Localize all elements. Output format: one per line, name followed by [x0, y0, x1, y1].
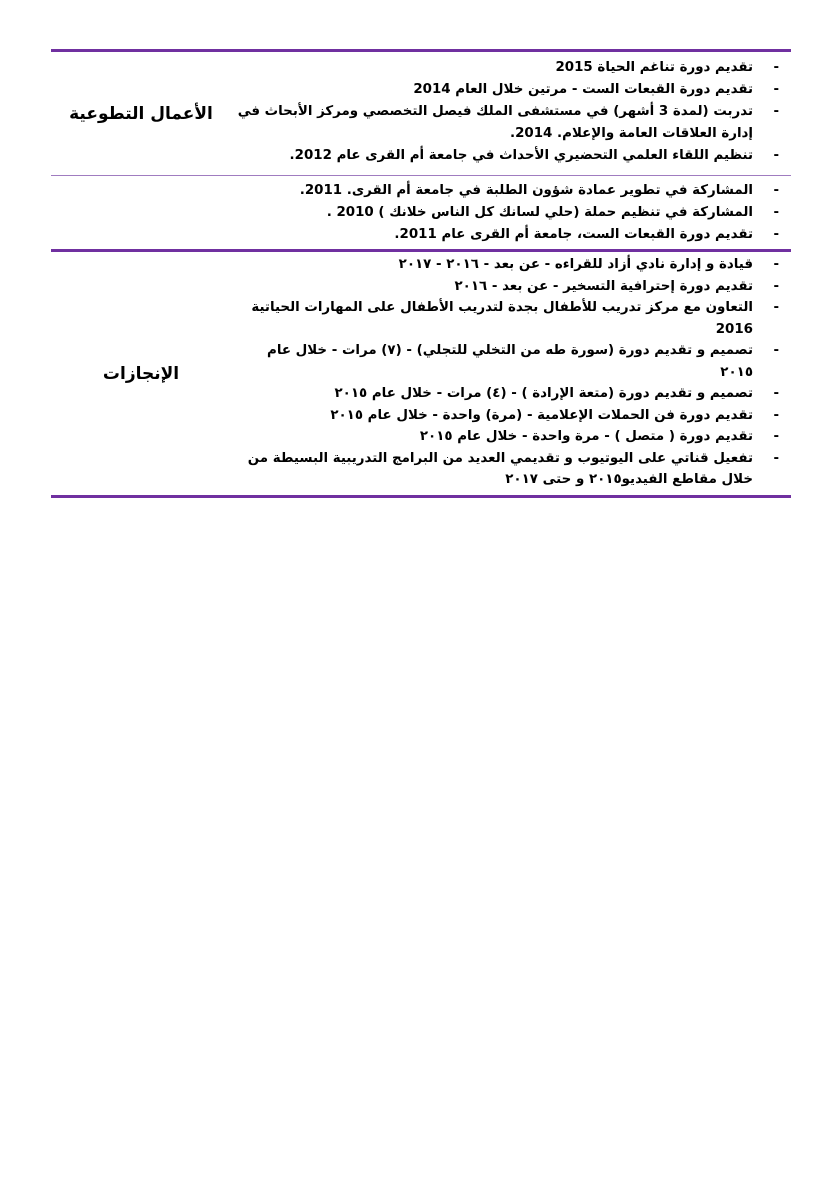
bullet-dash: -: [773, 278, 779, 294]
section-divider-bottom: [51, 495, 791, 498]
list-item-text: تدربت (لمدة 3 أشهر) في مستشفى الملك فيصل التخصصي ومركز الأبحاث في إدارة العلاقات العامة والإعلام. 2014.: [237, 104, 753, 141]
list-item: [231, 57, 791, 79]
heading-cell: [51, 52, 231, 175]
list-item: [231, 340, 791, 383]
bullet-dash: -: [773, 450, 779, 466]
volunteer-list: [231, 57, 791, 167]
bullet-dash: -: [773, 183, 779, 198]
list-item: [231, 254, 791, 276]
list-item-text: تقديم دورة القبعات الست، جامعة أم القرى عام 2011.: [394, 227, 753, 242]
heading-cell: [51, 176, 231, 249]
items-cell: [231, 252, 791, 495]
bullet-dash: -: [773, 429, 779, 444]
bullet-dash: -: [773, 257, 779, 272]
bullet-dash: -: [773, 407, 779, 423]
list-item-text: تنظيم اللقاء العلمي التحضيري الأحداث في جامعة أم القرى عام 2012.: [289, 148, 753, 163]
bullet-dash: -: [773, 227, 779, 242]
list-item-text: تقديم دورة تناغم الحياة 2015: [555, 60, 753, 75]
section-achievements: [51, 252, 791, 495]
list-item-text: تصميم و تقديم دورة (سورة طه من التخلي للتجلي) - (٧) مرات - خلال عام ٢٠١٥: [267, 343, 753, 380]
document: [51, 49, 791, 498]
list-item: [231, 297, 791, 340]
list-item: [231, 224, 791, 246]
section-volunteer-work-continued: [51, 176, 791, 249]
list-item-text: تقديم دورة إحترافية التسخير - عن بعد - ٢٠١٦: [454, 278, 753, 294]
list-item-text: تفعيل قناتي على اليوتيوب و تقديمي العديد من البرامج التدريبية البسيطة من خلال مقاطع الفيديو٢٠١٥ و حتى ٢٠١٧: [247, 450, 753, 487]
bullet-dash: -: [773, 300, 779, 315]
list-item-text: تقديم دورة فن الحملات الإعلامية - (مرة) واحدة - خلال عام ٢٠١٥: [330, 407, 753, 423]
list-item: [231, 405, 791, 427]
section-heading-volunteer: الأعمال التطوعية: [69, 103, 213, 124]
bullet-dash: -: [773, 386, 779, 401]
achievements-list: [231, 254, 791, 491]
list-item-text: التعاون مع مركز تدريب للأطفال بجدة لتدريب الأطفال على المهارات الحياتية 2016: [251, 300, 753, 337]
list-item: [231, 426, 791, 448]
list-item: [231, 448, 791, 491]
bullet-dash: -: [773, 104, 779, 119]
section-heading-achievements: الإنجازات: [102, 363, 180, 384]
bullet-dash: -: [773, 343, 779, 358]
items-cell: [231, 52, 791, 175]
bullet-dash: -: [773, 82, 779, 97]
list-item-text: المشاركة في تنظيم حملة (حلي لسانك كل الناس خلانك ) 2010 .: [326, 205, 753, 220]
bullet-dash: -: [773, 60, 779, 75]
section-volunteer-work: [51, 52, 791, 175]
list-item: [231, 101, 791, 145]
heading-cell: [51, 252, 231, 495]
list-item: [231, 180, 791, 202]
list-item-text: تصميم و تقديم دورة (متعة الإرادة ) - (٤) مرات - خلال عام ٢٠١٥: [334, 386, 753, 401]
list-item: [231, 145, 791, 167]
list-item: [231, 276, 791, 298]
bullet-dash: -: [773, 205, 779, 220]
volunteer-list-continued: [231, 180, 791, 246]
list-item: [231, 383, 791, 405]
bullet-dash: -: [773, 148, 779, 163]
list-item-text: قيادة و إدارة نادي أزاد للقراءه - عن بعد - ٢٠١٦ - ٢٠١٧: [398, 257, 753, 272]
list-item-text: تقديم دورة القبعات الست - مرتين خلال العام 2014: [413, 82, 753, 97]
list-item: [231, 79, 791, 101]
list-item-text: المشاركة في تطوير عمادة شؤون الطلبة في جامعة أم القرى. 2011.: [299, 183, 753, 198]
items-cell: [231, 176, 791, 249]
list-item-text: تقديم دورة ( متصل ) - مرة واحدة - خلال عام ٢٠١٥: [419, 429, 753, 444]
list-item: [231, 202, 791, 224]
